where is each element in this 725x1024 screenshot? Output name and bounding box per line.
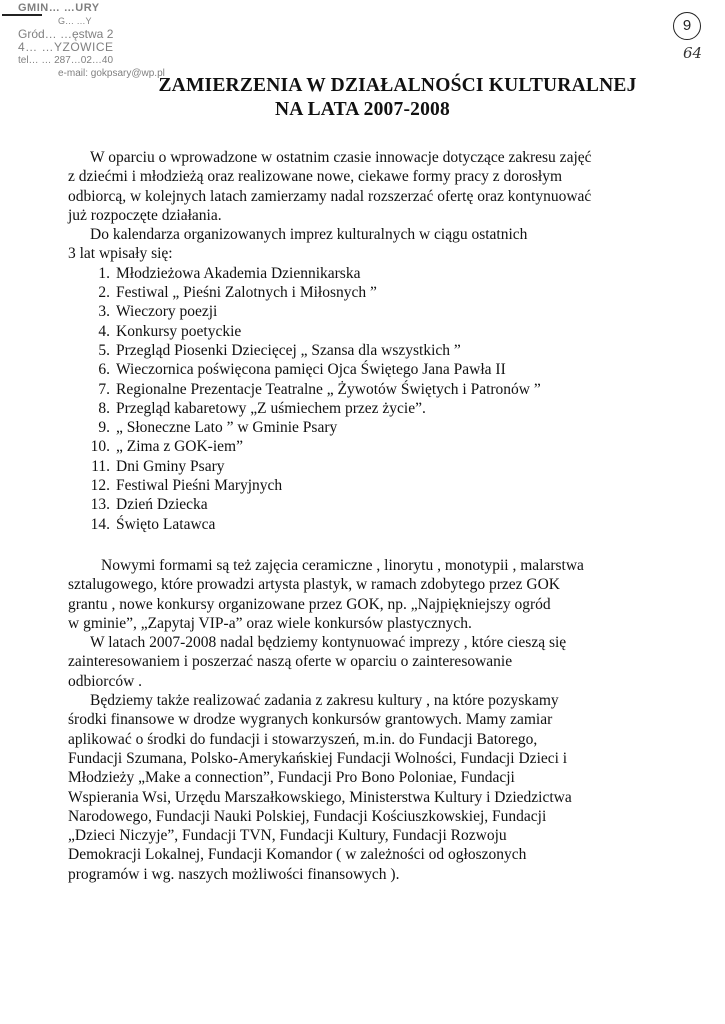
paragraph-line: Będziemy także realizować zadania z zakresu kultury , na które pozyskamy <box>90 692 559 710</box>
list-item: 9. „ Słoneczne Lato ” w Gminie Psary <box>98 419 338 437</box>
title-line-2: NA LATA 2007-2008 <box>275 99 450 120</box>
paragraph-line: Wspierania Wsi, Urzędu Marszałkowskiego, Ministerstwa Kultury i Dziedzictwa <box>68 788 572 806</box>
list-item: 11. Dni Gminy Psary <box>91 457 225 475</box>
stamp-line: tel… … 287…02…40 <box>18 55 114 66</box>
paragraph-line: zainteresowaniem i poszerzać naszą oferte w oparciu o zainteresowanie <box>68 653 513 671</box>
document-body <box>68 148 668 884</box>
stamp-line: 4… …YZOWICE <box>18 40 114 54</box>
paragraph-line: w gminie”, „Zapytaj VIP-a” oraz wiele konkursów plastycznych. <box>68 614 472 632</box>
list-item: 4. Konkursy poetyckie <box>98 322 242 340</box>
list-item: 10. „ Zima z GOK-iem” <box>90 438 243 456</box>
document-title <box>0 74 725 122</box>
stamp-line: GMIN… …URY <box>18 2 100 14</box>
paragraph-line: W latach 2007-2008 nadal będziemy kontynuować imprezy , które cieszą się <box>90 634 567 652</box>
list-item: 13. Dzień Dziecka <box>90 496 208 514</box>
paragraph-line: programów i wg. naszych możliwości finansowych ). <box>68 865 400 883</box>
handwritten-note: 64 <box>683 44 703 62</box>
list-item: 3. Wieczory poezji <box>98 303 218 321</box>
intro-line: Do kalendarza organizowanych imprez kulturalnych w ciągu ostatnich <box>90 226 528 244</box>
list-item: 14. Święto Latawca <box>90 515 216 533</box>
paragraph-line: Demokracji Lokalnej, Fundacji Komandor ( w zależności od ogłoszonych <box>68 846 527 864</box>
stamp-line: Gród… …ęstwa 2 <box>18 27 114 41</box>
list-item: 5. Przegląd Piosenki Dziecięcej „ Szansa dla wszystkich ” <box>98 341 461 359</box>
page-number: 9 <box>673 12 701 40</box>
paragraph-line: Fundacji Szumana, Polsko-Amerykańskiej Fundacji Wolności, Fundacji Dzieci i <box>68 749 568 767</box>
list-item: 12. Festiwal Pieśni Maryjnych <box>90 477 283 495</box>
list-item: 2. Festiwal „ Pieśni Zalotnych i Miłosnych ” <box>98 284 377 302</box>
paragraph-line: „Dzieci Niczyje”, Fundacji TVN, Fundacji Kultury, Fundacji Rozwoju <box>68 827 507 845</box>
paragraph-line: aplikować o środki do fundacji i stowarzyszeń, m.in. do Fundacji Batorego, <box>68 730 538 748</box>
intro-line: 3 lat wpisały się: <box>68 245 173 263</box>
paragraph-line: grantu , nowe konkursy organizowane przez GOK, np. „Najpiękniejszy ogród <box>68 595 551 613</box>
intro-line: z dziećmi i młodzieżą oraz realizowane nowe, ciekawe formy pracy z dorosłym <box>68 168 563 186</box>
list-item: 1. Młodzieżowa Akademia Dziennikarska <box>98 264 361 282</box>
events-list <box>68 264 668 534</box>
intro-line: odbiorcą, w kolejnych latach zamierzamy nadal rozszerzać ofertę oraz kontynuować <box>68 187 592 205</box>
paragraph-line: środki finansowe w drodze wygranych konkursów grantowych. Mamy zamiar <box>68 711 553 729</box>
intro-line: W oparciu o wprowadzone w ostatnim czasie innowacje dotyczące zakresu zajęć <box>90 149 592 166</box>
paragraph-line: Młodzieży „Make a connection”, Fundacji Pro Bono Poloniae, Fundacji <box>68 769 515 787</box>
stamp-line: e-mail: gokpsary@wp.pl <box>58 68 165 79</box>
list-item: 7. Regionalne Prezentacje Teatralne „ Żywotów Świętych i Patronów ” <box>98 380 541 398</box>
list-item: 6. Wieczornica poświęcona pamięci Ojca Świętego Jana Pawła II <box>98 361 506 379</box>
stamp-line: G… …Y <box>58 16 92 26</box>
paragraph-line: odbiorców . <box>68 672 143 690</box>
paragraph-line: sztalugowego, które prowadzi artysta plastyk, w ramach zdobytego przez GOK <box>68 576 560 594</box>
paragraph-line: Nowymi formami są też zajęcia ceramiczne , linorytu , monotypii , malarstwa <box>101 556 584 574</box>
list-item: 8. Przegląd kabaretowy „Z uśmiechem przez życie”. <box>98 399 426 417</box>
intro-line: już rozpoczęte działania. <box>68 206 222 224</box>
title-line-1: ZAMIERZENIA W DZIAŁALNOŚCI KULTURALNEJ <box>158 75 637 96</box>
paragraph-line: Narodowego, Fundacji Nauki Polskiej, Fundacji Kościuszkowskiej, Fundacji <box>68 807 547 825</box>
